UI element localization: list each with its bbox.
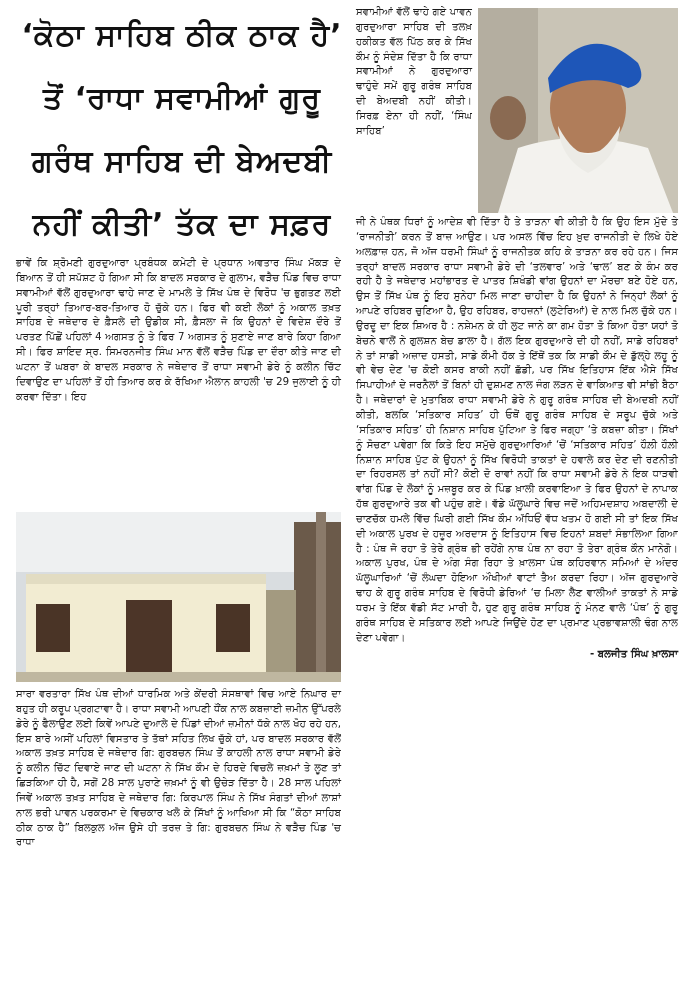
gurdwara-building-image bbox=[16, 512, 341, 682]
sikh-leader-image bbox=[478, 8, 678, 213]
paragraph: ਸਵਾਮੀਆਂ ਵੱਲੋਂ ਢਾਹੇ ਗਏ ਪਾਵਨ ਗੁਰਦੁਆਰਾ ਸਾਹਿਬ ਦੀ ਤਲਖ਼ ਹਕੀਕਤ ਵੱਲ ਪਿੱਠ ਕਰ ਕੇ ਸਿੱਖ ਕੌਮ ਨੂੰ ਸੰਦੇਸ਼ ਦਿੱਤਾ ਹੈ ਕਿ ਰਾਧਾ ਸਵਾਮੀਆਂ ਨੇ ਗੁਰਦੁਆਰਾ ਢਾਹੁੰਦੇ ਸਮੇਂ ਗੁਰੂ ਗਰੰਥ ਸਾਹਿਬ ਦੀ ਬੇਅਦਬੀ ਨਹੀਂ ਕੀਤੀ। ਸਿਰਫ਼ ਏਨਾ ਹੀ ਨਹੀਂ, ‘ਸਿੰਘ ਸਾਹਿਬ’ bbox=[356, 7, 472, 137]
article-body-right-top bbox=[356, 6, 472, 140]
paragraph: ਸਾਰਾ ਵਰਤਾਰਾ ਸਿੱਖ ਪੰਥ ਦੀਆਂ ਧਾਰਮਿਕ ਅਤੇ ਕੇਂਦਰੀ ਸੰਸਥਾਵਾਂ ਵਿਚ ਆਏ ਨਿਘਾਰ ਦਾ ਬਹੁਤ ਹੀ ਕਰੂਪ ਪ੍ਰਗਟਾਵਾ ਹੈ। ਰਾਧਾ ਸਵਾਮੀ ਆਪਣੀ ਧੌਂਕ ਨਾਲ ਕਬਜ਼ਾਈ ਜ਼ਮੀਨ ਉੱਪਰਲੇ ਡੇਰੇ ਨੂੰ ਫੈਲਾਉਣ ਲਈ ਕਿਵੇਂ ਆਪਣੇ ਦੁਆਲੇ ਦੇ ਪਿੰਡਾਂ ਦੀਆਂ ਜ਼ਮੀਨਾਂ ਧੱਕੇ ਨਾਲ ਖੋਹ ਰਹੇ ਹਨ, ਇਸ ਬਾਰੇ ਅਸੀਂ ਪਹਿਲਾਂ ਵਿਸਤਾਰ ਤੇ ਤੱਥਾਂ ਸਹਿਤ ਲਿਖ ਚੁੱਕੇ ਹਾਂ, ਪਰ ਬਾਦਲ ਸਰਕਾਰ ਵੱਲੋਂ ਅਕਾਲ ਤਖ਼ਤ ਸਾਹਿਬ ਦੇ ਜਥੇਦਾਰ ਗਿ: ਗੁਰਬਚਨ ਸਿੰਘ ਤੋਂ ਕਾਹਲੀ ਨਾਲ ਰਾਧਾ ਸਵਾਮੀ ਡੇਰੇ ਨੂੰ ਕਲੀਨ ਚਿੱਟ ਦਿਵਾਏ ਜਾਣ ਦੀ ਘਟਨਾ ਨੇ ਸਿੱਖ ਕੌਮ ਦੇ ਹਿਰਦੇ ਵਿਚਲੇ ਜ਼ਖ਼ਮਾਂ ਤੇ ਲੂਣ ਤਾਂ ਛਿੜਕਿਆ ਹੀ ਹੈ, ਸਗੋਂ 28 ਸਾਲ ਪੁਰਾਣੇ ਜ਼ਖ਼ਮਾਂ ਨੂੰ ਵੀ ਉਚੇੜ ਦਿੱਤਾ ਹੈ। 28 ਸਾਲ ਪਹਿਲਾਂ ਜਿਵੇਂ ਅਕਾਲ ਤਖ਼ਤ ਸਾਹਿਬ ਦੇ ਜਥੇਦਾਰ ਗਿ: ਕਿਰਪਾਲ ਸਿੰਘ ਨੇ ਸਿੱਖ ਸੰਗਤਾਂ ਦੀਆਂ ਲਾਸ਼ਾਂ ਨਾਲ ਭਰੀ ਪਾਵਨ ਪਰਕਰਮਾ ਦੇ ਵਿਚਕਾਰ ਖਲੋ ਕੇ ਸਿੱਖਾਂ ਨੂੰ ਆਖਿਆ ਸੀ ਕਿ “ਕੋਠਾ ਸਾਹਿਬ ਠੀਕ ਠਾਕ ਹੈ” ਬਿਲਕੁਲ ਅੱਜ ਉਸੇ ਹੀ ਤਰਜ਼ ਤੇ ਗਿ: ਗੁਰਬਚਨ ਸਿੰਘ ਨੇ ਵੜੈਚ ਪਿੰਡ 'ਚ ਰਾਧਾ bbox=[16, 689, 341, 849]
article-body-left-2 bbox=[16, 688, 341, 851]
headline-line-3: ਗਰੰਥ ਸਾਹਿਬ ਦੀ ਬੇਅਦਬੀ bbox=[31, 144, 333, 179]
sikh-leader-photo bbox=[478, 8, 678, 213]
article-body-left-1 bbox=[16, 257, 341, 405]
headline-line-1: ‘ਕੋਠਾ ਸਾਹਿਬ ਠੀਕ ਠਾਕ ਹੈ’ bbox=[21, 18, 343, 53]
byline: - ਬਲਜੀਤ ਸਿੰਘ ਖ਼ਾਲਸਾ bbox=[590, 649, 678, 661]
headline-line-4: ਨਹੀਂ ਕੀਤੀ’ ਤੱਕ ਦਾ ਸਫ਼ਰ bbox=[32, 207, 332, 242]
paragraph: ਜੀ ਨੇ ਪੰਥਕ ਧਿਰਾਂ ਨੂੰ ਆਦੇਸ਼ ਵੀ ਦਿੱਤਾ ਹੈ ਤੇ ਤਾੜਨਾ ਵੀ ਕੀਤੀ ਹੈ ਕਿ ਉਹ ਇਸ ਮੁੱਦੇ ਤੇ ‘ਰਾਜਨੀਤੀ’ ਕਰਨ ਤੋਂ ਬਾਜ਼ ਆਉਣ। ਪਰ ਅਸਲ ਵਿੱਚ ਇਹ ਖ਼ੁਦ ਰਾਜਨੀਤੀ ਦੇ ਲਿਖੇ ਹੋਏ ਅਲਫ਼ਾਜ਼ ਹਨ, ਜੋ ਅੱਜ ਧਰਮੀ ਸਿੰਘਾਂ ਨੂੰ ਰਾਜਨੀਤਕ ਕਹਿ ਕੇ ਤਾੜਨਾ ਕਰ ਰਹੇ ਹਨ। ਜਿਸ ਤਰ੍ਹਾਂ ਬਾਦਲ ਸਰਕਾਰ ਰਾਧਾ ਸਵਾਮੀ ਡੇਰੇ ਦੀ ‘ਤਲਵਾਰ’ ਅਤੇ ‘ਢਾਲ’ ਬਣ ਕੇ ਕੰਮ ਕਰ ਰਹੀ ਹੈ ਤੇ ਜਥੇਦਾਰ ਮਹਾਂਭਾਰਤ ਦੇ ਪਾਤਰ ਸ਼ਿਖੰਡੀ ਵਾਂਗ ਉਹਨਾਂ ਦਾ ਮੋਰਚਾ ਬਣੇ ਹੋਏ ਹਨ, ਉਸ ਤੋਂ ਸਿੱਖ ਪੰਥ ਨੂੰ ਇਹ ਸੁਨੇਹਾ ਮਿਲ ਜਾਣਾ ਚਾਹੀਦਾ ਹੈ ਕਿ ਉਹਨਾਂ ਨੇ ਜਿਨ੍ਹਾਂ ਲੋਕਾਂ ਨੂੰ ਆਪਣੇ ਰਹਿਬਰ ਚੁਣਿਆ ਹੈ, ਉਹ ਰਹਿਬਰ, ਰਾਹਜ਼ਨਾਂ (ਲੁਟੇਰਿਆਂ) ਦੇ ਨਾਲ ਮਿਲ ਚੁੱਕੇ ਹਨ। ਉਰਦੂ ਦਾ ਇਕ ਸ਼ਿਅਰ ਹੈ : ਨਸ਼ੇਮਨ ਕੇ ਹੀ ਲੁਟ ਜਾਨੇ ਕਾ ਗਮ ਹੋਤਾ ਤੋ ਕਿਆ ਹੋਤਾ ਯਹਾਂ ਤੋ ਬੇਚਨੇ ਵਾਲੋਂ ਨੇ ਗੁਲਸ਼ਨ ਬੇਚ ਡਾਲਾ ਹੈ। ਗੱਲ ਇਕ ਗੁਰਦੁਆਰੇ ਦੀ ਹੀ ਨਹੀਂ, ਸਾਡੇ ਰਹਿਬਰਾਂ ਨੇ ਤਾਂ ਸਾਡੀ ਅਜ਼ਾਦ ਹਸਤੀ, ਸਾਡੇ ਕੌਮੀ ਹੱਕ ਤੇ ਇੱਥੋਂ ਤਕ ਕਿ ਸਾਡੀ ਕੌਮ ਦੇ ਡੁੱਲ੍ਹੇ ਲਹੂ ਨੂੰ ਵੀ ਵੇਚ ਦੇਣ 'ਚ ਕੋਈ ਕਸਰ ਬਾਕੀ ਨਹੀਂ ਛੱਡੀ, ਪਰ ਸਿੱਖ ਇਤਿਹਾਸ ਇੱਕ ਐਸੇ ਸਿੱਖ ਸਿਪਾਹੀਆਂ ਦੇ ਜਰਨੈਲਾਂ ਤੋਂ ਬਿਨਾਂ ਹੀ ਦੁਸ਼ਮਣ ਨਾਲ ਜੰਗ ਲੜਨ ਦੇ ਵਾਕਿਆਤ ਵੀ ਸਾਂਭੀ ਬੈਠਾ ਹੈ। ਜਥੇਦਾਰਾਂ ਦੇ ਮੁਤਾਬਿਕ ਰਾਧਾ ਸਵਾਮੀ ਡੇਰੇ ਨੇ ਗੁਰੂ ਗਰੰਥ ਸਾਹਿਬ ਦੀ ਬੇਅਦਬੀ ਨਹੀਂ ਕੀਤੀ, ਬਲਕਿ ‘ਸਤਿਕਾਰ ਸਹਿਤ’ ਹੀ ਓਥੋਂ ਗੁਰੂ ਗਰੰਥ ਸਾਹਿਬ ਦੇ ਸਰੂਪ ਚੁੱਕੇ ਅਤੇ ‘ਸਤਿਕਾਰ ਸਹਿਤ’ ਹੀ ਨਿਸ਼ਾਨ ਸਾਹਿਬ ਪੁੱਟਿਆ ਤੇ ਫਿਰ ਜਗ੍ਹਾ ‘ਤੇ ਕਬਜ਼ਾ ਕੀਤਾ। ਸਿੱਖਾਂ ਨੂੰ ਸੋਚਣਾ ਪਵੇਗਾ ਕਿ ਕਿਤੇ ਇਹ ਸਮੁੱਚੇ ਗੁਰਦੁਆਰਿਆਂ ‘ਚੋਂ ‘ਸਤਿਕਾਰ ਸਹਿਤ’ ਹੌਲ਼ੀ ਹੌਲ਼ੀ ਨਿਸ਼ਾਨ ਸਾਹਿਬ ਪੁੱਟ ਕੇ ਉਹਨਾਂ ਨੂੰ ਸਿੱਖ ਵਿਰੋਧੀ ਤਾਕਤਾਂ ਦੇ ਹਵਾਲੇ ਕਰ ਦੇਣ ਦੀ ਰਣਨੀਤੀ ਦਾ ਰਿਹਰਸਲ ਤਾਂ ਨਹੀਂ ਸੀ? ਕੋਈ ਦੋ ਰਾਵਾਂ ਨਹੀਂ ਕਿ ਰਾਧਾ ਸਵਾਮੀ ਡੇਰੇ ਨੇ ਇਕ ਧਾੜਵੀ ਵਾਂਗ ਪਿੰਡ ਦੇ ਲੋਕਾਂ ਨੂੰ ਮਜ਼ਬੂਰ ਕਰ ਕੇ ਪਿੰਡ ਖ਼ਾਲੀ ਕਰਵਾਇਆ ਤੇ ਫਿਰ ਉਹਨਾਂ ਦੇ ਨਾਪਾਕ ਹੱਥ ਗੁਰਦੁਆਰੇ ਤਕ ਵੀ ਪਹੁੰਚ ਗਏ। ਵੱਡੇ ਘੱਲੂਘਾਰੇ ਵਿਚ ਜਦੋਂ ਅਹਿਮਦਸ਼ਾਹ ਅਬਦਾਲੀ ਦੇ ਚਾਣਚੱਕ ਹਮਲੇ ਵਿੱਚ ਘਿਰੀ ਗਈ ਸਿੱਖ ਕੌਮ ਅੱਧਿਓਂ ਵੱਧ ਖਤਮ ਹੋ ਗਈ ਸੀ ਤਾਂ ਇਕ ਸਿੱਖ ਦੀ ਅਕਾਲ ਪੁਰਖ ਦੇ ਹਜ਼ੂਰ ਅਰਦਾਸ ਨੂੰ ਇਤਿਹਾਸ ਵਿਚ ਇਹਨਾਂ ਸ਼ਬਦਾਂ ਸੰਭਾਲਿਆ ਗਿਆ ਹੈ : ਪੰਥ ਜੋ ਰਹਾ ਤੋ ਤੇਰੇ ਗ੍ਰੰਥ ਭੀ ਰਹੇਂਗੇ ਨਾਥ ਪੰਥ ਨਾ ਰਹਾ ਤੋ ਤੇਰਾ ਗ੍ਰੰਥ ਕੌਨ ਮਾਨੇਗੋ। ਅਕਾਲ ਪੁਰਖ, ਪੰਥ ਦੇ ਅੰਗ ਸੰਗ ਰਿਹਾ ਤੇ ਖ਼ਾਲਸਾ ਪੰਥ ਕਹਿਰਵਾਨ ਸਮਿਆਂ ਦੇ ਅੰਦਰ ਘੱਲੂਘਾਰਿਆਂ ‘ਚੋਂ ਲੰਘਦਾ ਹੋਇਆ ਔਖੀਆਂ ਵਾਟਾਂ ਤੈਅ ਕਰਦਾ ਰਿਹਾ। ਅੱਜ ਗੁਰਦੁਆਰੇ ਢਾਹ ਕੇ ਗੁਰੂ ਗਰੰਥ ਸਾਹਿਬ ਦੇ ਵਿਰੋਧੀ ਡੇਰਿਆਂ ‘ਚ ਮਿਲਾ ਲੈਣ ਵਾਲੀਆਂ ਤਾਕਤਾਂ ਨੇ ਸਾਡੇ ਧਰਮ ਤੇ ਇੱਕ ਵੱਡੀ ਸੱਟ ਮਾਰੀ ਹੈ, ਹੁਣ ਗੁਰੂ ਗਰੰਥ ਸਾਹਿਬ ਨੂੰ ਮੰਨਣ ਵਾਲੇ ‘ਪੰਥ’ ਨੂੰ ਗੁਰੂ ਗਰੰਥ ਸਾਹਿਬ ਦੇ ਸਤਿਕਾਰ ਲਈ ਆਪਣੇ ਜਿਉਂਦੇ ਹੋਣ ਦਾ ਪ੍ਰਮਾਣ ਪ੍ਰਭਾਵਸ਼ਾਲੀ ਢੰਗ ਨਾਲ ਦੇਣਾ ਪਵੇਗਾ। bbox=[356, 217, 678, 644]
article-body-right bbox=[356, 216, 678, 663]
paragraph: ਭਾਵੇਂ ਕਿ ਸ਼੍ਰੋਮਣੀ ਗੁਰਦੁਆਰਾ ਪ੍ਰਬੰਧਕ ਕਮੇਟੀ ਦੇ ਪ੍ਰਧਾਨ ਅਵਤਾਰ ਸਿੰਘ ਮੱਕੜ ਦੇ ਬਿਆਨ ਤੋਂ ਹੀ ਸਪੱਸ਼ਟ ਹੋ ਗਿਆ ਸੀ ਕਿ ਬਾਦਲ ਸਰਕਾਰ ਦੇ ਗੁਲਾਮ, ਵੜੈਚ ਪਿੰਡ ਵਿਚ ਰਾਧਾ ਸਵਾਮੀਆਂ ਵੱਲੋਂ ਗੁਰਦੁਆਰਾ ਢਾਹੇ ਜਾਣ ਦੇ ਮਾਮਲੇ ਤੇ ਸਿੱਖ ਪੰਥ ਦੇ ਵਿਰੋਧ 'ਚ ਭੁਗਤਣ ਲਈ ਪੂਰੀ ਤਰ੍ਹਾਂ ਤਿਆਰ-ਬਰ-ਤਿਆਰ ਹੋ ਚੁੱਕੇ ਹਨ। ਫਿਰ ਵੀ ਕਈ ਲੋਕਾਂ ਨੂੰ ਅਕਾਲ ਤਖ਼ਤ ਸਾਹਿਬ ਦੇ ਜਥੇਦਾਰ ਦੇ ਫ਼ੈਸਲੇ ਦੀ ਉਡੀਕ ਸੀ, ਫ਼ੈਸਲਾ ਜੋ ਕਿ ਉਹਨਾਂ ਦੇ ਵਿਦੇਸ਼ ਦੌਰੇ ਤੋਂ ਪਰਤਣ ਪਿੱਛੋਂ ਪਹਿਲਾਂ 4 ਅਗਸਤ ਨੂੰ ਤੇ ਫਿਰ 7 ਅਗਸਤ ਨੂੰ ਸੁਣਾਏ ਜਾਣ ਬਾਰੇ ਕਿਹਾ ਗਿਆ ਸੀ। ਫਿਰ ਸ਼ਾਇਦ ਸ੍ਰ. ਸਿਮਰਨਜੀਤ ਸਿੰਘ ਮਾਨ ਵੱਲੋਂ ਵੜੈਚ ਪਿੰਡ ਦਾ ਦੌਰਾ ਕੀਤੇ ਜਾਣ ਦੀ ਘਟਨਾ ਤੋਂ ਘਬਰਾ ਕੇ ਬਾਦਲ ਸਰਕਾਰ ਨੇ ਜਥੇਦਾਰ ਤੋਂ ਰਾਧਾ ਸਵਾਮੀ ਡੇਰੇ ਨੂੰ ਕਲੀਨ ਚਿੱਟ ਦਿਵਾਉਣ ਦਾ ਪਹਿਲਾਂ ਤੋਂ ਹੀ ਤਿਆਰ ਕਰ ਕੇ ਰੱਖਿਆ ਐਲਾਨ ਕਾਹਲੀ 'ਚ 29 ਜੁਲਾਈ ਨੂੰ ਹੀ ਕਰਵਾ ਦਿੱਤਾ। ਇਹ bbox=[16, 258, 341, 403]
headline-line-2: ਤੋਂ ‘ਰਾਧਾ ਸਵਾਮੀਆਂ ਗੁਰੂ bbox=[43, 81, 321, 116]
headline bbox=[14, 4, 350, 256]
gurdwara-building-photo bbox=[16, 512, 341, 682]
